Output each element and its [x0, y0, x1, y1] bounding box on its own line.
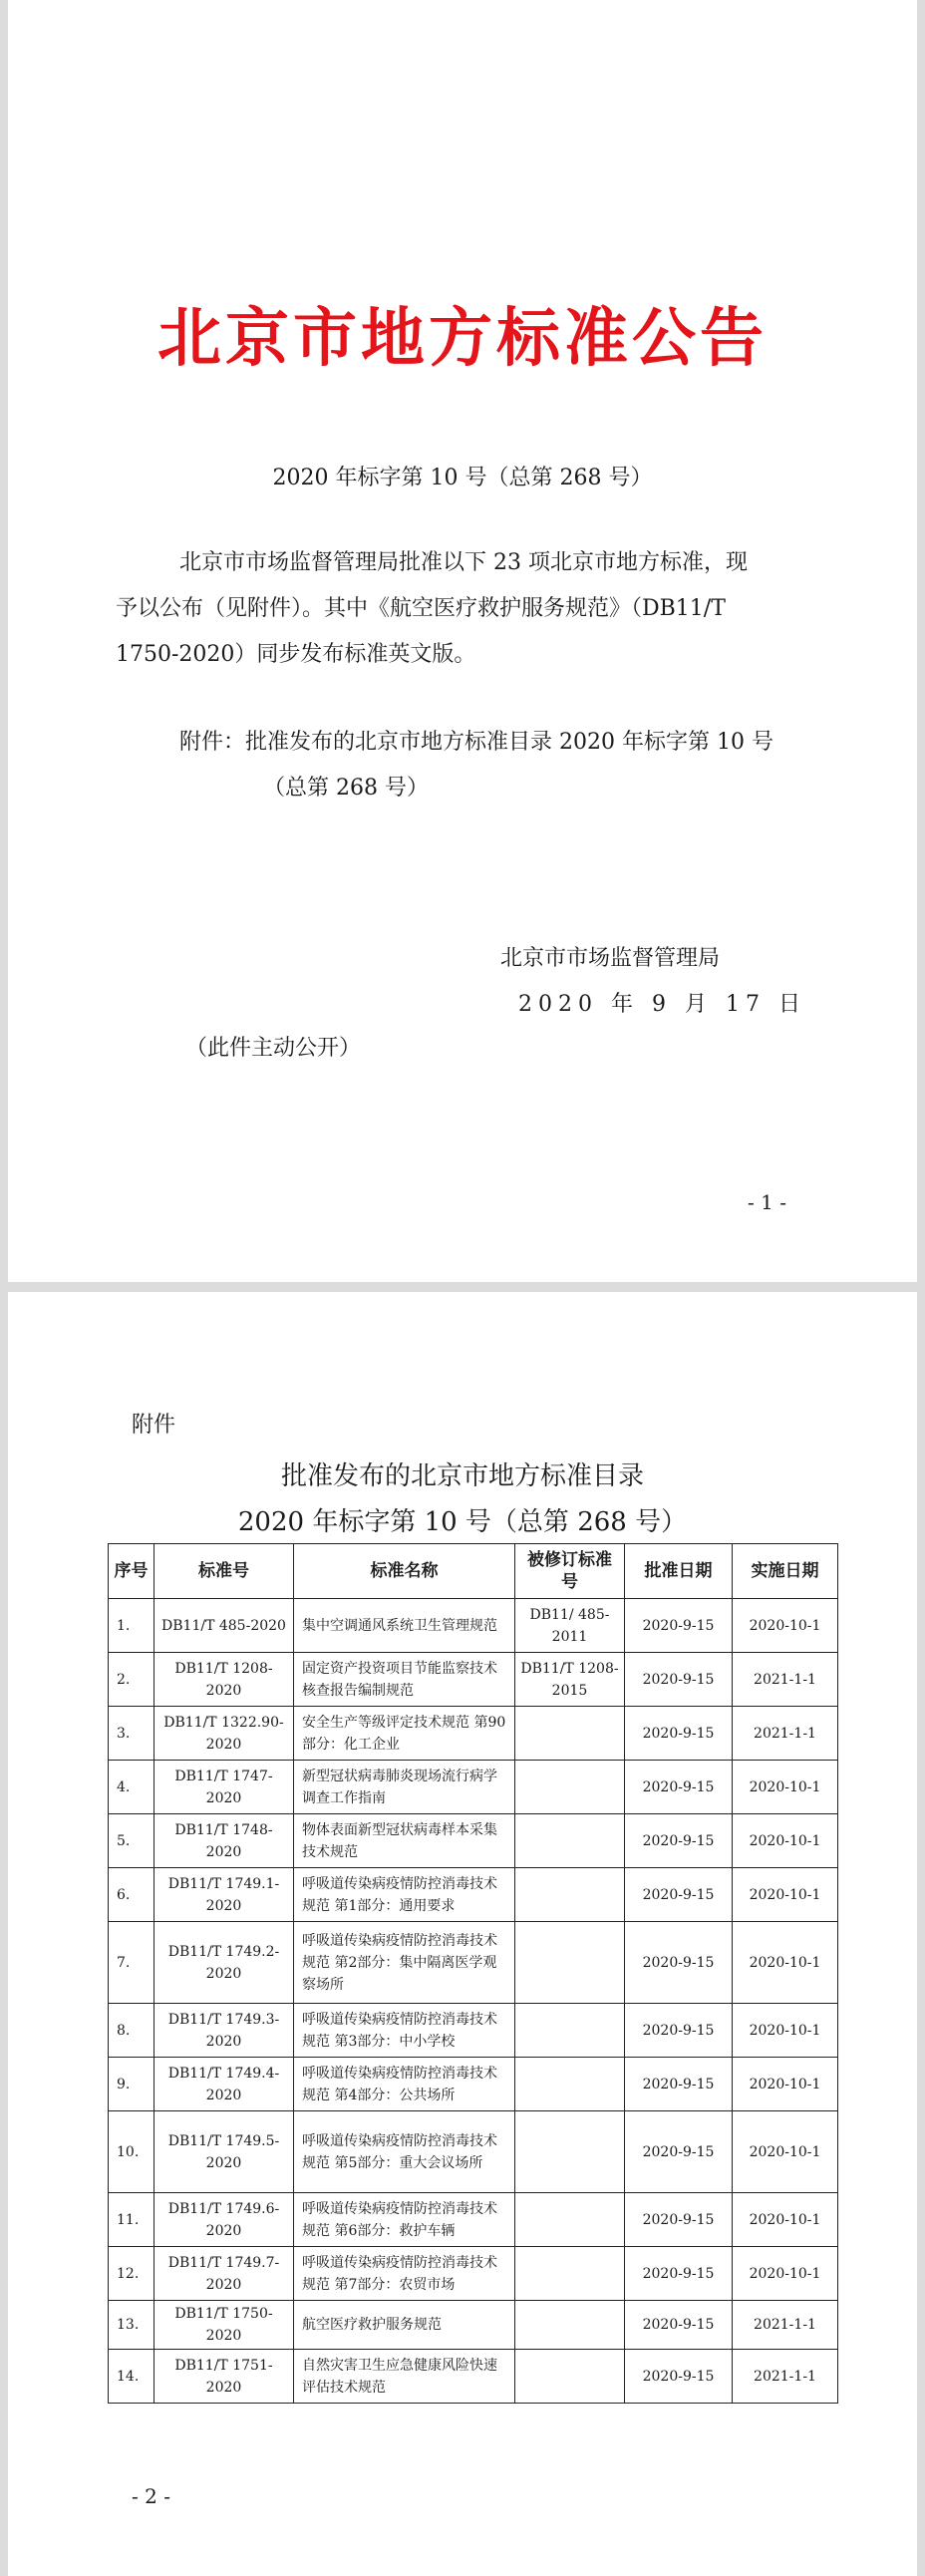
- cell-seq: 13.: [109, 2301, 154, 2350]
- standards-table: [108, 1543, 838, 2404]
- cell-standard-code: DB11/T 485-2020: [154, 1599, 294, 1653]
- cell-standard-name: 集中空调通风系统卫生管理规范: [294, 1599, 515, 1653]
- cell-replaces: [515, 1868, 625, 1922]
- cell-standard-name: 呼吸道传染病疫情防控消毒技术规范 第1部分：通用要求: [294, 1868, 515, 1922]
- disclosure-note: （此件主动公开）: [185, 1036, 362, 1061]
- cell-replaces: DB11/T 1208-2015: [515, 1653, 625, 1707]
- cell-effective-date: 2021-1-1: [733, 1653, 838, 1707]
- table-row: [109, 2247, 838, 2301]
- cell-seq: 1.: [109, 1599, 154, 1653]
- cell-replaces: [515, 1761, 625, 1814]
- cell-standard-name: 自然灾害卫生应急健康风险快速评估技术规范: [294, 2350, 515, 2404]
- table-row: [109, 1761, 838, 1814]
- cell-standard-name: 呼吸道传染病疫情防控消毒技术规范 第4部分：公共场所: [294, 2058, 515, 2111]
- issue-date: 2020 年 9 月 17 日: [518, 992, 806, 1017]
- page-1: [8, 0, 917, 1282]
- attachment-note: [179, 720, 837, 811]
- table-body: [109, 1599, 838, 2404]
- cell-approval-date: 2020-9-15: [625, 1761, 733, 1814]
- cell-standard-code: DB11/T 1747-2020: [154, 1761, 294, 1814]
- cell-standard-code: DB11/T 1749.6-2020: [154, 2193, 294, 2247]
- cell-standard-code: DB11/T 1749.7-2020: [154, 2247, 294, 2301]
- cell-seq: 6.: [109, 1868, 154, 1922]
- cell-seq: 2.: [109, 1653, 154, 1707]
- attachment-line: （总第 268 号）: [263, 776, 429, 801]
- cell-replaces: [515, 2247, 625, 2301]
- cell-standard-name: 呼吸道传染病疫情防控消毒技术规范 第2部分：集中隔离医学观察场所: [294, 1922, 515, 2004]
- table-row: [109, 2111, 838, 2193]
- page-number: - 1 -: [748, 1190, 786, 1214]
- cell-standard-name: 固定资产投资项目节能监察技术核查报告编制规范: [294, 1653, 515, 1707]
- cell-seq: 4.: [109, 1761, 154, 1814]
- cell-standard-code: DB11/T 1748-2020: [154, 1814, 294, 1868]
- cell-approval-date: 2020-9-15: [625, 2193, 733, 2247]
- cell-standard-code: DB11/T 1749.1-2020: [154, 1868, 294, 1922]
- cell-approval-date: 2020-9-15: [625, 1868, 733, 1922]
- cell-standard-name: 呼吸道传染病疫情防控消毒技术规范 第3部分：中小学校: [294, 2004, 515, 2058]
- cell-replaces: DB11/ 485-2011: [515, 1599, 625, 1653]
- column-header-effective: 实施日期: [733, 1544, 838, 1599]
- table-row: [109, 1653, 838, 1707]
- catalog-subtitle: 2020 年标字第 10 号（总第 268 号）: [237, 1507, 688, 1537]
- cell-effective-date: 2021-1-1: [733, 2301, 838, 2350]
- column-header-replaces: 被修订标准号: [515, 1544, 625, 1599]
- cell-effective-date: 2020-10-1: [733, 1922, 838, 2004]
- cell-standard-name: 呼吸道传染病疫情防控消毒技术规范 第7部分：农贸市场: [294, 2247, 515, 2301]
- table-row: [109, 2193, 838, 2247]
- cell-standard-code: DB11/T 1749.2-2020: [154, 1922, 294, 2004]
- annex-label: 附件: [132, 1413, 176, 1438]
- table-row: [109, 2301, 838, 2350]
- cell-effective-date: 2020-10-1: [733, 2247, 838, 2301]
- cell-seq: 9.: [109, 2058, 154, 2111]
- catalog-title: 批准发布的北京市地方标准目录: [280, 1461, 644, 1491]
- cell-standard-code: DB11/T 1208-2020: [154, 1653, 294, 1707]
- cell-standard-name: 呼吸道传染病疫情防控消毒技术规范 第6部分：救护车辆: [294, 2193, 515, 2247]
- cell-effective-date: 2020-10-1: [733, 2111, 838, 2193]
- cell-approval-date: 2020-9-15: [625, 1707, 733, 1761]
- table-row: [109, 1922, 838, 2004]
- cell-standard-name: 新型冠状病毒肺炎现场流行病学调查工作指南: [294, 1761, 515, 1814]
- cell-seq: 11.: [109, 2193, 154, 2247]
- cell-effective-date: 2021-1-1: [733, 1707, 838, 1761]
- issuer-name: 北京市市场监督管理局: [500, 946, 721, 971]
- cell-approval-date: 2020-9-15: [625, 2350, 733, 2404]
- cell-replaces: [515, 2193, 625, 2247]
- cell-seq: 10.: [109, 2111, 154, 2193]
- table-row: [109, 1707, 838, 1761]
- body-line: 1750-2020）同步发布标准英文版。: [116, 642, 476, 667]
- page-2: [8, 1292, 917, 2576]
- attachment-line: 附件：批准发布的北京市地方标准目录 2020 年标字第 10 号: [179, 730, 773, 755]
- cell-standard-code: DB11/T 1749.5-2020: [154, 2111, 294, 2193]
- cell-effective-date: 2020-10-1: [733, 1599, 838, 1653]
- table-row: [109, 2350, 838, 2404]
- document-number: 2020 年标字第 10 号（总第 268 号）: [272, 466, 653, 490]
- column-header-code: 标准号: [154, 1544, 294, 1599]
- cell-standard-name: 呼吸道传染病疫情防控消毒技术规范 第5部分：重大会议场所: [294, 2111, 515, 2193]
- cell-standard-name: 航空医疗救护服务规范: [294, 2301, 515, 2350]
- cell-approval-date: 2020-9-15: [625, 2247, 733, 2301]
- body-line: 北京市市场监督管理局批准以下 23 项北京市地方标准，现: [179, 550, 748, 575]
- table-row: [109, 1599, 838, 1653]
- cell-approval-date: 2020-9-15: [625, 1599, 733, 1653]
- cell-replaces: [515, 2004, 625, 2058]
- cell-replaces: [515, 1707, 625, 1761]
- cell-replaces: [515, 2111, 625, 2193]
- table-row: [109, 2058, 838, 2111]
- column-header-approved: 批准日期: [625, 1544, 733, 1599]
- body-line: 予以公布（见附件）。其中《航空医疗救护服务规范》（DB11/T: [116, 596, 726, 621]
- cell-approval-date: 2020-9-15: [625, 2111, 733, 2193]
- cell-standard-name: 安全生产等级评定技术规范 第90部分：化工企业: [294, 1707, 515, 1761]
- table-row: [109, 2004, 838, 2058]
- table-row: [109, 1814, 838, 1868]
- cell-effective-date: 2021-1-1: [733, 2350, 838, 2404]
- cell-effective-date: 2020-10-1: [733, 1814, 838, 1868]
- cell-standard-code: DB11/T 1750-2020: [154, 2301, 294, 2350]
- cell-standard-code: DB11/T 1322.90-2020: [154, 1707, 294, 1761]
- cell-effective-date: 2020-10-1: [733, 1868, 838, 1922]
- table-header-row: [109, 1544, 838, 1599]
- cell-seq: 7.: [109, 1922, 154, 2004]
- page-number: - 2 -: [132, 2484, 170, 2508]
- cell-standard-code: DB11/T 1751-2020: [154, 2350, 294, 2404]
- cell-approval-date: 2020-9-15: [625, 1922, 733, 2004]
- cell-effective-date: 2020-10-1: [733, 2058, 838, 2111]
- announcement-heading: 北京市地方标准公告: [157, 302, 768, 376]
- cell-approval-date: 2020-9-15: [625, 1653, 733, 1707]
- cell-approval-date: 2020-9-15: [625, 2004, 733, 2058]
- column-header-name: 标准名称: [294, 1544, 515, 1599]
- cell-seq: 5.: [109, 1814, 154, 1868]
- cell-effective-date: 2020-10-1: [733, 2193, 838, 2247]
- cell-replaces: [515, 2350, 625, 2404]
- cell-replaces: [515, 1922, 625, 2004]
- column-header-seq: 序号: [109, 1544, 154, 1599]
- cell-seq: 3.: [109, 1707, 154, 1761]
- cell-standard-code: DB11/T 1749.4-2020: [154, 2058, 294, 2111]
- cell-replaces: [515, 2301, 625, 2350]
- cell-standard-name: 物体表面新型冠状病毒样本采集技术规范: [294, 1814, 515, 1868]
- announcement-body: [116, 540, 817, 678]
- cell-effective-date: 2020-10-1: [733, 1761, 838, 1814]
- cell-seq: 12.: [109, 2247, 154, 2301]
- table-row: [109, 1868, 838, 1922]
- cell-approval-date: 2020-9-15: [625, 2301, 733, 2350]
- cell-seq: 8.: [109, 2004, 154, 2058]
- cell-effective-date: 2020-10-1: [733, 2004, 838, 2058]
- cell-approval-date: 2020-9-15: [625, 2058, 733, 2111]
- cell-standard-code: DB11/T 1749.3-2020: [154, 2004, 294, 2058]
- cell-replaces: [515, 2058, 625, 2111]
- cell-approval-date: 2020-9-15: [625, 1814, 733, 1868]
- cell-seq: 14.: [109, 2350, 154, 2404]
- cell-replaces: [515, 1814, 625, 1868]
